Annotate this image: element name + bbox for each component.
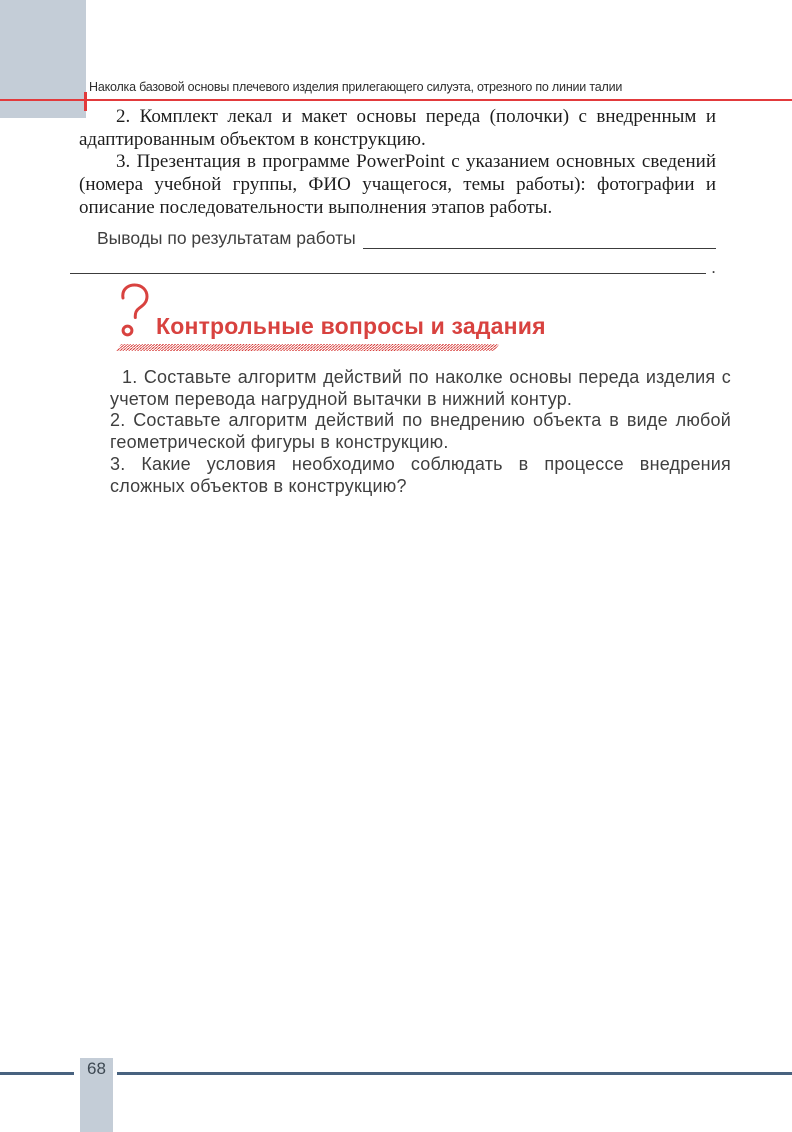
write-in-line <box>363 228 716 249</box>
header-rule <box>0 99 792 101</box>
question-item: 2. Составьте алгоритм действий по внедрению объекта в виде любой геометрической фигуры в конструкцию. <box>110 410 731 453</box>
footer-rule-left <box>0 1072 74 1075</box>
conclusions-period: . <box>711 257 716 277</box>
page-number: 68 <box>87 1059 106 1078</box>
conclusions-block <box>70 226 716 277</box>
question-item: 3. Какие условия необходимо соблюдать в процессе внедрения сложных объектов в конструкцию? <box>110 453 731 496</box>
conclusions-label: Выводы по результатам работы <box>97 228 356 248</box>
deliverables-text <box>79 106 716 220</box>
hatched-underline <box>117 344 500 351</box>
question-item: 1. Составьте алгоритм действий по наколке основы переда изделия с учетом перевода нагрудной вытачки в нижний контур. <box>110 367 731 409</box>
running-head: Наколка базовой основы плечевого изделия прилегающего силуэта, отрезного по линии талии <box>89 80 623 94</box>
question-mark-icon <box>118 282 152 338</box>
conclusions-line-1 <box>70 226 716 249</box>
questions-section-title: Контрольные вопросы и задания <box>156 313 546 339</box>
deliverable-item-2: 2. Комплект лекал и макет основы переда (полочки) с внедренным и адаптированным объектом в конструкцию. <box>79 106 716 150</box>
questions-list <box>110 367 731 497</box>
page-number-block <box>80 1058 113 1132</box>
deliverable-item-3: 3. Презентация в программе PowerPoint с указанием основных сведений (номера учебной группы, ФИО учащегося, темы работы): фотографии и описание последовательности выполнения этапов работы. <box>79 151 716 218</box>
footer-rule-right <box>117 1072 792 1075</box>
write-in-line <box>70 253 706 274</box>
conclusions-line-2 <box>70 250 716 277</box>
